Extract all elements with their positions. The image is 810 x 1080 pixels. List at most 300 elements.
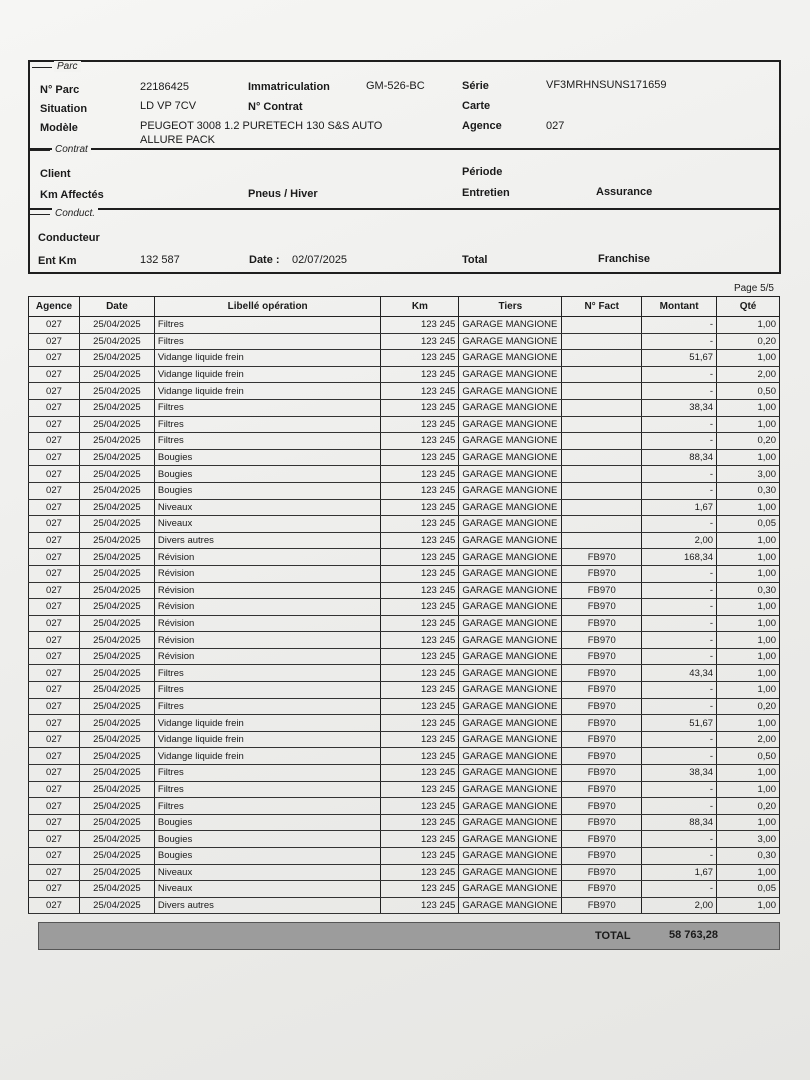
table-row	[29, 549, 780, 566]
cell-tiers: GARAGE MANGIONE	[459, 317, 562, 334]
cell-montant: 38,34	[642, 399, 717, 416]
cell-n-fact: FB970	[562, 632, 642, 649]
cell-agence: 027	[29, 864, 80, 881]
cell-montant: -	[642, 516, 717, 533]
cell-libelle: Filtres	[154, 781, 381, 798]
cell-libelle: Divers autres	[154, 532, 381, 549]
cell-km: 123 245	[381, 416, 459, 433]
cell-montant: 51,67	[642, 715, 717, 732]
cell-qte: 1,00	[717, 565, 780, 582]
ent-km-value: 132 587	[140, 254, 180, 266]
cell-tiers: GARAGE MANGIONE	[459, 731, 562, 748]
cell-tiers: GARAGE MANGIONE	[459, 881, 562, 898]
situation-label: Situation	[40, 103, 88, 115]
cell-km: 123 245	[381, 399, 459, 416]
cell-date: 25/04/2025	[79, 698, 154, 715]
table-row	[29, 449, 780, 466]
cell-n-fact	[562, 366, 642, 383]
table-row	[29, 632, 780, 649]
cell-qte: 1,00	[717, 532, 780, 549]
cell-date: 25/04/2025	[79, 350, 154, 367]
cell-agence: 027	[29, 698, 80, 715]
cell-n-fact	[562, 416, 642, 433]
cell-agence: 027	[29, 781, 80, 798]
cell-libelle: Révision	[154, 615, 381, 632]
cell-agence: 027	[29, 848, 80, 865]
cell-montant: -	[642, 698, 717, 715]
cell-libelle: Vidange liquide frein	[154, 715, 381, 732]
table-row	[29, 333, 780, 350]
cell-montant: -	[642, 565, 717, 582]
cell-libelle: Divers autres	[154, 897, 381, 914]
cell-agence: 027	[29, 383, 80, 400]
cell-libelle: Révision	[154, 565, 381, 582]
cell-km: 123 245	[381, 466, 459, 483]
col-header-tiers: Tiers	[459, 297, 562, 317]
cell-agence: 027	[29, 715, 80, 732]
cell-km: 123 245	[381, 897, 459, 914]
cell-date: 25/04/2025	[79, 632, 154, 649]
table-row	[29, 599, 780, 616]
cell-montant: 1,67	[642, 499, 717, 516]
cell-tiers: GARAGE MANGIONE	[459, 864, 562, 881]
modele-line1: PEUGEOT 3008 1.2 PURETECH 130 S&S AUTO	[140, 120, 383, 132]
cell-n-fact	[562, 449, 642, 466]
cell-n-fact: FB970	[562, 599, 642, 616]
table-row	[29, 698, 780, 715]
cell-libelle: Bougies	[154, 831, 381, 848]
col-header-agence: Agence	[29, 297, 80, 317]
cell-date: 25/04/2025	[79, 715, 154, 732]
cell-date: 25/04/2025	[79, 383, 154, 400]
cell-n-fact: FB970	[562, 765, 642, 782]
table-row	[29, 897, 780, 914]
cell-tiers: GARAGE MANGIONE	[459, 516, 562, 533]
cell-agence: 027	[29, 433, 80, 450]
cell-montant: 43,34	[642, 665, 717, 682]
cell-montant: -	[642, 848, 717, 865]
cell-km: 123 245	[381, 632, 459, 649]
cell-libelle: Filtres	[154, 333, 381, 350]
n-parc-value: 22186425	[140, 81, 189, 93]
conducteur-label: Conducteur	[38, 232, 100, 244]
cell-qte: 0,05	[717, 516, 780, 533]
table-body	[29, 317, 780, 914]
cell-libelle: Vidange liquide frein	[154, 731, 381, 748]
cell-km: 123 245	[381, 549, 459, 566]
modele-line2: ALLURE PACK	[140, 134, 215, 146]
cell-libelle: Vidange liquide frein	[154, 748, 381, 765]
cell-libelle: Filtres	[154, 399, 381, 416]
table-row	[29, 715, 780, 732]
cell-n-fact: FB970	[562, 682, 642, 699]
cell-date: 25/04/2025	[79, 599, 154, 616]
cell-tiers: GARAGE MANGIONE	[459, 549, 562, 566]
cell-qte: 1,00	[717, 399, 780, 416]
table-row	[29, 814, 780, 831]
table-row	[29, 682, 780, 699]
cell-n-fact: FB970	[562, 648, 642, 665]
col-header-date: Date	[79, 297, 154, 317]
cell-date: 25/04/2025	[79, 416, 154, 433]
cell-date: 25/04/2025	[79, 466, 154, 483]
cell-km: 123 245	[381, 433, 459, 450]
cell-n-fact: FB970	[562, 582, 642, 599]
cell-libelle: Vidange liquide frein	[154, 366, 381, 383]
cell-montant: -	[642, 482, 717, 499]
cell-date: 25/04/2025	[79, 532, 154, 549]
cell-agence: 027	[29, 416, 80, 433]
client-label: Client	[40, 168, 71, 180]
cell-tiers: GARAGE MANGIONE	[459, 366, 562, 383]
cell-agence: 027	[29, 499, 80, 516]
cell-n-fact: FB970	[562, 881, 642, 898]
cell-libelle: Niveaux	[154, 499, 381, 516]
franchise-label: Franchise	[598, 253, 650, 265]
page-number: Page 5/5	[733, 283, 774, 294]
cell-qte: 1,00	[717, 449, 780, 466]
cell-n-fact: FB970	[562, 748, 642, 765]
table-row	[29, 582, 780, 599]
cell-km: 123 245	[381, 499, 459, 516]
cell-libelle: Filtres	[154, 682, 381, 699]
table-row	[29, 466, 780, 483]
cell-n-fact	[562, 532, 642, 549]
cell-tiers: GARAGE MANGIONE	[459, 416, 562, 433]
agence-value: 027	[546, 120, 565, 132]
cell-date: 25/04/2025	[79, 848, 154, 865]
cell-date: 25/04/2025	[79, 565, 154, 582]
assurance-label: Assurance	[596, 186, 653, 198]
cell-libelle: Bougies	[154, 466, 381, 483]
cell-agence: 027	[29, 599, 80, 616]
immatriculation-label: Immatriculation	[248, 81, 330, 93]
cell-tiers: GARAGE MANGIONE	[459, 715, 562, 732]
immatriculation-value: GM-526-BC	[366, 80, 425, 92]
cell-date: 25/04/2025	[79, 897, 154, 914]
cell-tiers: GARAGE MANGIONE	[459, 665, 562, 682]
cell-agence: 027	[29, 665, 80, 682]
cell-montant: 2,00	[642, 897, 717, 914]
table-row	[29, 731, 780, 748]
cell-tiers: GARAGE MANGIONE	[459, 399, 562, 416]
table-row	[29, 399, 780, 416]
table-row	[29, 416, 780, 433]
cell-qte: 2,00	[717, 366, 780, 383]
cell-libelle: Vidange liquide frein	[154, 350, 381, 367]
cell-montant: -	[642, 333, 717, 350]
cell-date: 25/04/2025	[79, 499, 154, 516]
col-header-montant: Montant	[642, 297, 717, 317]
cell-qte: 0,20	[717, 333, 780, 350]
cell-montant: -	[642, 383, 717, 400]
cell-km: 123 245	[381, 831, 459, 848]
cell-montant: 51,67	[642, 350, 717, 367]
cell-km: 123 245	[381, 333, 459, 350]
cell-date: 25/04/2025	[79, 731, 154, 748]
cell-date: 25/04/2025	[79, 682, 154, 699]
cell-n-fact: FB970	[562, 665, 642, 682]
cell-montant: -	[642, 466, 717, 483]
cell-tiers: GARAGE MANGIONE	[459, 433, 562, 450]
table-row	[29, 615, 780, 632]
cell-n-fact: FB970	[562, 831, 642, 848]
cell-libelle: Filtres	[154, 698, 381, 715]
date-label: Date :	[249, 254, 280, 266]
cell-tiers: GARAGE MANGIONE	[459, 599, 562, 616]
cell-km: 123 245	[381, 765, 459, 782]
cell-n-fact: FB970	[562, 897, 642, 914]
col-header-qte: Qté	[717, 297, 780, 317]
cell-libelle: Révision	[154, 599, 381, 616]
cell-qte: 0,05	[717, 881, 780, 898]
cell-tiers: GARAGE MANGIONE	[459, 748, 562, 765]
cell-agence: 027	[29, 632, 80, 649]
cell-qte: 0,50	[717, 383, 780, 400]
table-row	[29, 781, 780, 798]
cell-qte: 1,00	[717, 599, 780, 616]
table-row	[29, 648, 780, 665]
cell-n-fact	[562, 383, 642, 400]
cell-montant: -	[642, 599, 717, 616]
total-bar	[38, 922, 780, 950]
cell-qte: 1,00	[717, 781, 780, 798]
cell-agence: 027	[29, 748, 80, 765]
cell-libelle: Niveaux	[154, 516, 381, 533]
cell-qte: 1,00	[717, 317, 780, 334]
cell-km: 123 245	[381, 532, 459, 549]
cell-tiers: GARAGE MANGIONE	[459, 449, 562, 466]
cell-agence: 027	[29, 615, 80, 632]
cell-n-fact: FB970	[562, 731, 642, 748]
table-row	[29, 366, 780, 383]
cell-montant: -	[642, 748, 717, 765]
cell-date: 25/04/2025	[79, 814, 154, 831]
cell-n-fact: FB970	[562, 781, 642, 798]
cell-tiers: GARAGE MANGIONE	[459, 765, 562, 782]
cell-n-fact: FB970	[562, 715, 642, 732]
cell-montant: 88,34	[642, 814, 717, 831]
cell-km: 123 245	[381, 848, 459, 865]
cell-n-fact: FB970	[562, 814, 642, 831]
cell-libelle: Filtres	[154, 798, 381, 815]
cell-km: 123 245	[381, 682, 459, 699]
cell-qte: 1,00	[717, 499, 780, 516]
entretien-label: Entretien	[462, 187, 510, 199]
table-header-row	[29, 297, 780, 317]
cell-qte: 3,00	[717, 466, 780, 483]
cell-qte: 1,00	[717, 648, 780, 665]
cell-qte: 1,00	[717, 897, 780, 914]
cell-agence: 027	[29, 798, 80, 815]
cell-n-fact	[562, 516, 642, 533]
cell-date: 25/04/2025	[79, 881, 154, 898]
cell-libelle: Filtres	[154, 433, 381, 450]
cell-agence: 027	[29, 449, 80, 466]
cell-qte: 1,00	[717, 416, 780, 433]
cell-qte: 1,00	[717, 632, 780, 649]
cell-date: 25/04/2025	[79, 433, 154, 450]
total-header-label: Total	[462, 254, 488, 266]
serie-value: VF3MRHNSUNS171659	[546, 79, 667, 91]
cell-date: 25/04/2025	[79, 748, 154, 765]
cell-tiers: GARAGE MANGIONE	[459, 897, 562, 914]
cell-agence: 027	[29, 881, 80, 898]
cell-km: 123 245	[381, 648, 459, 665]
cell-km: 123 245	[381, 665, 459, 682]
cell-libelle: Bougies	[154, 848, 381, 865]
pneus-hiver-label: Pneus / Hiver	[248, 188, 318, 200]
cell-date: 25/04/2025	[79, 482, 154, 499]
cell-km: 123 245	[381, 781, 459, 798]
cell-tiers: GARAGE MANGIONE	[459, 698, 562, 715]
cell-libelle: Filtres	[154, 765, 381, 782]
cell-montant: -	[642, 582, 717, 599]
cell-montant: -	[642, 366, 717, 383]
cell-tiers: GARAGE MANGIONE	[459, 632, 562, 649]
cell-n-fact	[562, 399, 642, 416]
cell-qte: 1,00	[717, 615, 780, 632]
cell-montant: -	[642, 615, 717, 632]
cell-km: 123 245	[381, 814, 459, 831]
cell-libelle: Révision	[154, 632, 381, 649]
cell-date: 25/04/2025	[79, 781, 154, 798]
cell-montant: -	[642, 632, 717, 649]
table-row	[29, 317, 780, 334]
cell-qte: 0,20	[717, 698, 780, 715]
cell-n-fact	[562, 499, 642, 516]
cell-libelle: Niveaux	[154, 881, 381, 898]
col-header-n-fact: N° Fact	[562, 297, 642, 317]
cell-libelle: Révision	[154, 582, 381, 599]
cell-agence: 027	[29, 648, 80, 665]
cell-qte: 1,00	[717, 715, 780, 732]
cell-n-fact: FB970	[562, 565, 642, 582]
cell-km: 123 245	[381, 698, 459, 715]
cell-montant: -	[642, 881, 717, 898]
table-row	[29, 482, 780, 499]
cell-tiers: GARAGE MANGIONE	[459, 648, 562, 665]
cell-date: 25/04/2025	[79, 765, 154, 782]
table-row	[29, 798, 780, 815]
cell-date: 25/04/2025	[79, 399, 154, 416]
cell-date: 25/04/2025	[79, 864, 154, 881]
cell-tiers: GARAGE MANGIONE	[459, 814, 562, 831]
cell-n-fact: FB970	[562, 864, 642, 881]
cell-qte: 1,00	[717, 864, 780, 881]
cell-n-fact: FB970	[562, 798, 642, 815]
cell-km: 123 245	[381, 599, 459, 616]
cell-km: 123 245	[381, 317, 459, 334]
cell-km: 123 245	[381, 366, 459, 383]
carte-label: Carte	[462, 100, 491, 112]
cell-date: 25/04/2025	[79, 648, 154, 665]
cell-date: 25/04/2025	[79, 582, 154, 599]
table-row	[29, 765, 780, 782]
total-value: 58 763,28	[669, 929, 718, 941]
table-row	[29, 565, 780, 582]
cell-date: 25/04/2025	[79, 831, 154, 848]
cell-km: 123 245	[381, 715, 459, 732]
col-header-libelle: Libellé opération	[154, 297, 381, 317]
cell-km: 123 245	[381, 748, 459, 765]
table-row	[29, 848, 780, 865]
cell-qte: 2,00	[717, 731, 780, 748]
cell-qte: 0,20	[717, 433, 780, 450]
cell-tiers: GARAGE MANGIONE	[459, 831, 562, 848]
cell-km: 123 245	[381, 881, 459, 898]
cell-n-fact	[562, 466, 642, 483]
cell-agence: 027	[29, 814, 80, 831]
cell-montant: -	[642, 433, 717, 450]
km-affectes-label: Km Affectés	[40, 189, 104, 201]
cell-qte: 1,00	[717, 765, 780, 782]
cell-n-fact	[562, 333, 642, 350]
cell-montant: 88,34	[642, 449, 717, 466]
cell-km: 123 245	[381, 482, 459, 499]
cell-libelle: Filtres	[154, 665, 381, 682]
cell-agence: 027	[29, 350, 80, 367]
table-row	[29, 516, 780, 533]
cell-date: 25/04/2025	[79, 665, 154, 682]
table-row	[29, 532, 780, 549]
cell-date: 25/04/2025	[79, 798, 154, 815]
table-row	[29, 383, 780, 400]
cell-tiers: GARAGE MANGIONE	[459, 565, 562, 582]
cell-km: 123 245	[381, 516, 459, 533]
cell-libelle: Filtres	[154, 416, 381, 433]
cell-km: 123 245	[381, 383, 459, 400]
cell-tiers: GARAGE MANGIONE	[459, 383, 562, 400]
cell-km: 123 245	[381, 582, 459, 599]
cell-tiers: GARAGE MANGIONE	[459, 682, 562, 699]
periode-label: Période	[462, 166, 503, 178]
cell-tiers: GARAGE MANGIONE	[459, 582, 562, 599]
cell-tiers: GARAGE MANGIONE	[459, 350, 562, 367]
cell-qte: 1,00	[717, 350, 780, 367]
section-conduct-legend: Conduct.	[52, 208, 98, 219]
cell-montant: 1,67	[642, 864, 717, 881]
cell-libelle: Filtres	[154, 317, 381, 334]
cell-qte: 0,30	[717, 482, 780, 499]
cell-agence: 027	[29, 765, 80, 782]
cell-date: 25/04/2025	[79, 449, 154, 466]
total-label: TOTAL	[595, 930, 631, 942]
cell-libelle: Bougies	[154, 482, 381, 499]
cell-agence: 027	[29, 682, 80, 699]
cell-date: 25/04/2025	[79, 516, 154, 533]
cell-agence: 027	[29, 466, 80, 483]
cell-tiers: GARAGE MANGIONE	[459, 848, 562, 865]
cell-n-fact: FB970	[562, 549, 642, 566]
cell-date: 25/04/2025	[79, 333, 154, 350]
cell-date: 25/04/2025	[79, 615, 154, 632]
cell-tiers: GARAGE MANGIONE	[459, 798, 562, 815]
cell-km: 123 245	[381, 798, 459, 815]
cell-qte: 1,00	[717, 814, 780, 831]
cell-montant: -	[642, 648, 717, 665]
cell-date: 25/04/2025	[79, 366, 154, 383]
cell-tiers: GARAGE MANGIONE	[459, 532, 562, 549]
ent-km-label: Ent Km	[38, 255, 77, 267]
n-parc-label: N° Parc	[40, 84, 80, 96]
cell-libelle: Révision	[154, 549, 381, 566]
cell-agence: 027	[29, 399, 80, 416]
cell-tiers: GARAGE MANGIONE	[459, 333, 562, 350]
cell-tiers: GARAGE MANGIONE	[459, 615, 562, 632]
cell-qte: 1,00	[717, 682, 780, 699]
table-row	[29, 881, 780, 898]
